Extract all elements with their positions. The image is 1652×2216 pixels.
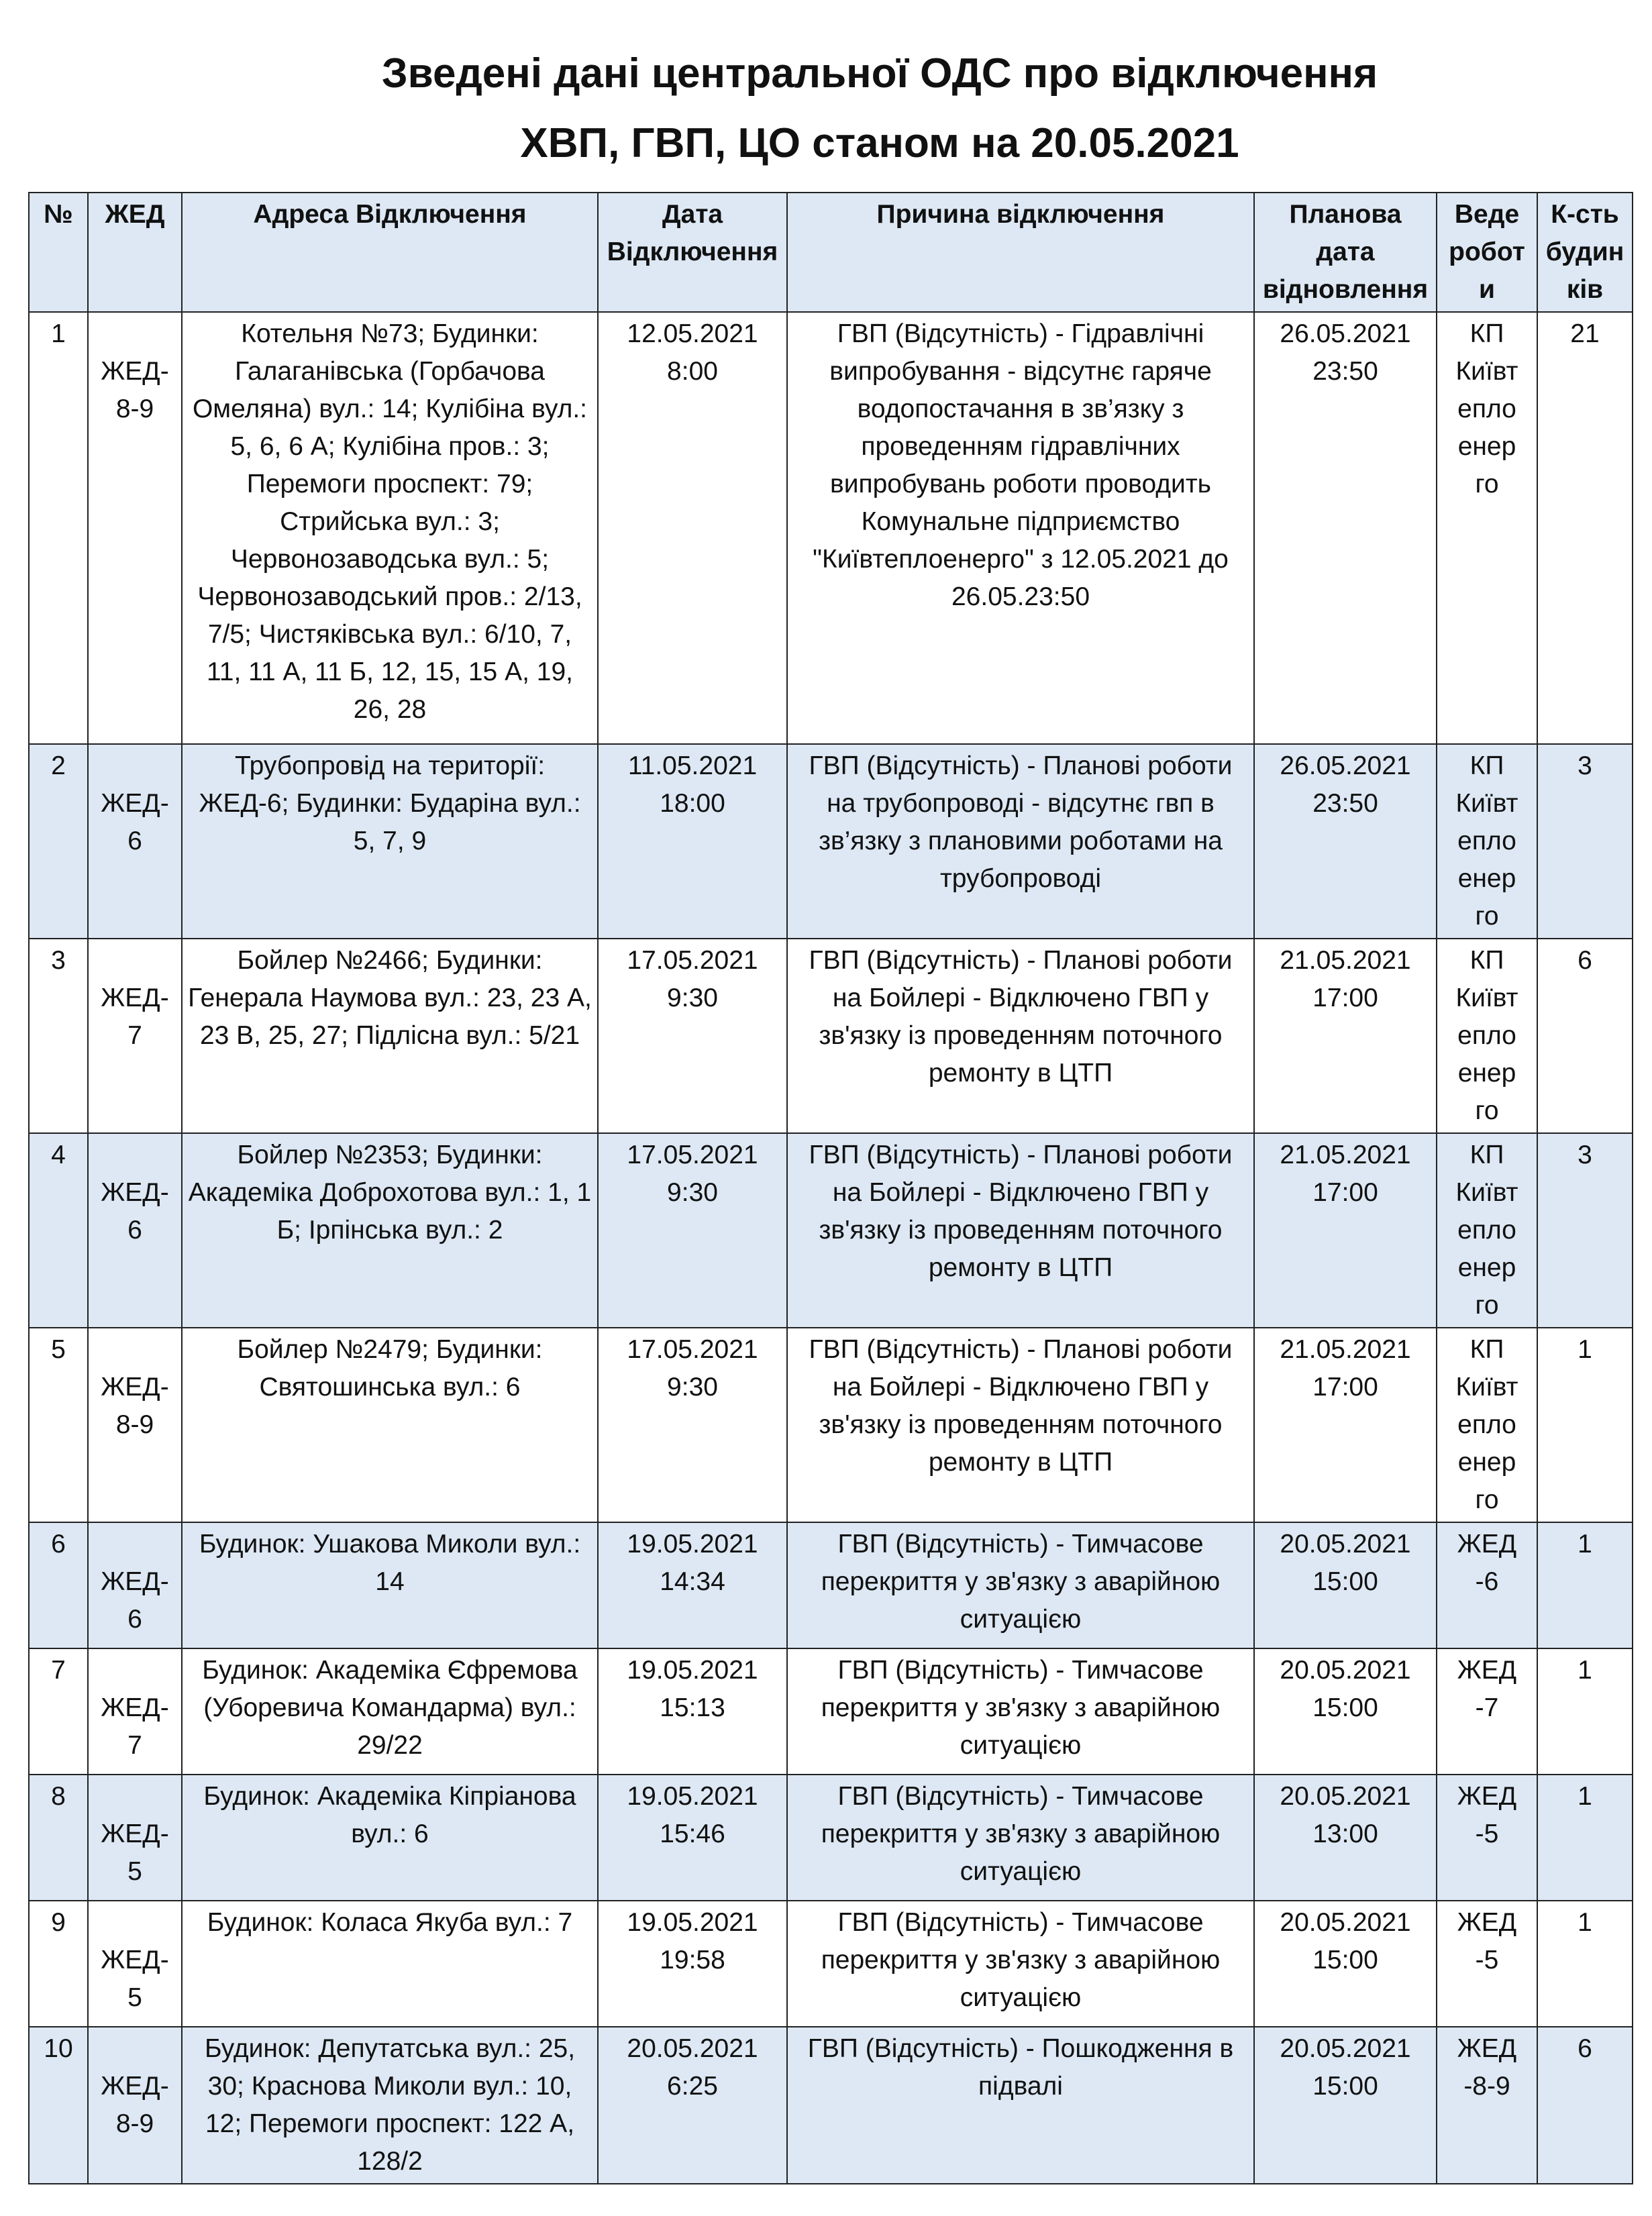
row-reason: ГВП (Відсутність) - Тимчасове перекриття у зв'язку з аварійною ситуацією <box>787 1522 1254 1648</box>
executor-line: -8-9 <box>1463 2072 1510 2101</box>
row-building-count: 6 <box>1537 2027 1633 2184</box>
row-building-count: 3 <box>1537 744 1633 939</box>
executor-line: ЖЕД <box>1457 1908 1517 1937</box>
zhed-number: 5 <box>127 1857 142 1886</box>
zhed-number: 5 <box>127 1983 142 2012</box>
row-zhed <box>88 744 182 939</box>
row-reason: ГВП (Відсутність) - Планові роботи на Бойлері - Відключено ГВП у зв'язку із проведенням поточного ремонту в ЦТП <box>787 939 1254 1133</box>
row-zhed <box>88 312 182 744</box>
row-reason: ГВП (Відсутність) - Планові роботи на трубопроводі - відсутнє гвп в зв’язку з плановими роботами на трубопроводі <box>787 744 1254 939</box>
zhed-label: ЖЕД- <box>101 1178 169 1207</box>
executor-line: го <box>1475 470 1499 498</box>
zhed-number: 8-9 <box>115 1410 154 1439</box>
executor-line: епло <box>1457 394 1516 423</box>
row-zhed <box>88 1522 182 1648</box>
executor-line: -7 <box>1475 1693 1499 1722</box>
table-row <box>29 2027 1633 2184</box>
row-executor <box>1437 1648 1537 1775</box>
outage-table <box>28 192 1633 2184</box>
row-reason: ГВП (Відсутність) - Планові роботи на Бойлері - Відключено ГВП у зв'язку із проведенням поточного ремонту в ЦТП <box>787 1133 1254 1328</box>
row-executor <box>1437 1775 1537 1901</box>
table-row <box>29 1328 1633 1522</box>
executor-line: ЖЕД <box>1457 1530 1517 1559</box>
header-planned: Планова дата відновлення <box>1254 193 1437 312</box>
row-address: Бойлер №2479; Будинки: Святошинська вул.: 6 <box>182 1328 598 1522</box>
table-row <box>29 1901 1633 2027</box>
zhed-number: 8-9 <box>115 394 154 423</box>
table-body <box>29 312 1633 2184</box>
row-reason: ГВП (Відсутність) - Тимчасове перекриття у зв'язку з аварійною ситуацією <box>787 1901 1254 2027</box>
row-address: Бойлер №2466; Будинки: Генерала Наумова вул.: 23, 23 А, 23 В, 25, 27; Підлісна вул.: 5/21 <box>182 939 598 1133</box>
executor-line: епло <box>1457 1216 1516 1245</box>
executor-line: го <box>1475 1291 1499 1320</box>
executor-line: Київт <box>1455 984 1518 1012</box>
row-building-count: 21 <box>1537 312 1633 744</box>
header-num: № <box>29 193 88 312</box>
executor-line: го <box>1475 1485 1499 1514</box>
zhed-number: 8-9 <box>115 2109 154 2138</box>
row-zhed <box>88 939 182 1133</box>
zhed-label: ЖЕД- <box>101 1819 169 1848</box>
executor-line: енер <box>1457 1253 1516 1282</box>
row-planned-date: 20.05.2021 15:00 <box>1254 1901 1437 2027</box>
row-zhed <box>88 2027 182 2184</box>
zhed-label: ЖЕД- <box>101 1693 169 1722</box>
row-zhed <box>88 1648 182 1775</box>
table-row <box>29 1133 1633 1328</box>
row-building-count: 1 <box>1537 1775 1633 1901</box>
table-row <box>29 1522 1633 1648</box>
row-date: 12.05.2021 8:00 <box>598 312 787 744</box>
row-executor <box>1437 1133 1537 1328</box>
row-number: 3 <box>29 939 88 1133</box>
executor-line: Київт <box>1455 357 1518 386</box>
row-building-count: 1 <box>1537 1328 1633 1522</box>
row-planned-date: 21.05.2021 17:00 <box>1254 939 1437 1133</box>
row-reason: ГВП (Відсутність) - Пошкодження в підвалі <box>787 2027 1254 2184</box>
zhed-label: ЖЕД- <box>101 357 169 386</box>
table-row <box>29 939 1633 1133</box>
row-address: Будинок: Депутатська вул.: 25, 30; Краснова Миколи вул.: 10, 12; Перемоги проспект: 122 А, 128/2 <box>182 2027 598 2184</box>
table-row <box>29 312 1633 744</box>
zhed-number: 6 <box>127 1605 142 1634</box>
executor-line: го <box>1475 902 1499 931</box>
row-planned-date: 26.05.2021 23:50 <box>1254 744 1437 939</box>
row-number: 4 <box>29 1133 88 1328</box>
zhed-label: ЖЕД- <box>101 1946 169 1974</box>
row-number: 7 <box>29 1648 88 1775</box>
row-reason: ГВП (Відсутність) - Гідравлічні випробування - відсутнє гаряче водопостачання в зв’язку з проведенням гідравлічних випробувань роботи проводить Комунальне підприємство "Київтеплоенерго" з 12.05.2021 до 26.05.23:50 <box>787 312 1254 744</box>
row-address: Будинок: Академіка Єфремова (Уборевича Командарма) вул.: 29/22 <box>182 1648 598 1775</box>
row-date: 20.05.2021 6:25 <box>598 2027 787 2184</box>
row-date: 19.05.2021 14:34 <box>598 1522 787 1648</box>
row-planned-date: 21.05.2021 17:00 <box>1254 1328 1437 1522</box>
row-planned-date: 20.05.2021 13:00 <box>1254 1775 1437 1901</box>
zhed-number: 7 <box>127 1731 142 1760</box>
executor-line: енер <box>1457 1448 1516 1477</box>
row-date: 17.05.2021 9:30 <box>598 939 787 1133</box>
row-building-count: 6 <box>1537 939 1633 1133</box>
row-number: 9 <box>29 1901 88 2027</box>
row-date: 19.05.2021 15:13 <box>598 1648 787 1775</box>
row-building-count: 3 <box>1537 1133 1633 1328</box>
zhed-number: 7 <box>127 1021 142 1050</box>
executor-line: Київт <box>1455 1178 1518 1207</box>
row-date: 11.05.2021 18:00 <box>598 744 787 939</box>
title-line-2: ХВП, ГВП, ЦО станом на 20.05.2021 <box>520 120 1239 166</box>
executor-line: КП <box>1469 319 1504 348</box>
row-date: 19.05.2021 15:46 <box>598 1775 787 1901</box>
row-address: Будинок: Коласа Якуба вул.: 7 <box>182 1901 598 2027</box>
zhed-number: 6 <box>127 1216 142 1245</box>
row-executor <box>1437 1328 1537 1522</box>
row-planned-date: 20.05.2021 15:00 <box>1254 2027 1437 2184</box>
zhed-label: ЖЕД- <box>101 1567 169 1596</box>
row-planned-date: 26.05.2021 23:50 <box>1254 312 1437 744</box>
row-number: 10 <box>29 2027 88 2184</box>
row-building-count: 1 <box>1537 1648 1633 1775</box>
executor-line: енер <box>1457 432 1516 461</box>
row-reason: ГВП (Відсутність) - Тимчасове перекриття у зв'язку з аварійною ситуацією <box>787 1775 1254 1901</box>
row-executor <box>1437 939 1537 1133</box>
header-address: Адреса Відключення <box>182 193 598 312</box>
executor-line: епло <box>1457 1410 1516 1439</box>
header-date: Дата Відключення <box>598 193 787 312</box>
row-building-count: 1 <box>1537 1522 1633 1648</box>
executor-line: ЖЕД <box>1457 1782 1517 1811</box>
table-header-row <box>29 193 1633 312</box>
row-address: Бойлер №2353; Будинки: Академіка Доброхотова вул.: 1, 1 Б; Ірпінська вул.: 2 <box>182 1133 598 1328</box>
executor-line: енер <box>1457 864 1516 893</box>
document-title <box>0 39 1652 178</box>
row-reason: ГВП (Відсутність) - Планові роботи на Бойлері - Відключено ГВП у зв'язку із проведенням поточного ремонту в ЦТП <box>787 1328 1254 1522</box>
row-building-count: 1 <box>1537 1901 1633 2027</box>
row-executor <box>1437 744 1537 939</box>
executor-line: -5 <box>1475 1946 1499 1974</box>
row-zhed <box>88 1328 182 1522</box>
zhed-number: 6 <box>127 827 142 855</box>
executor-line: епло <box>1457 827 1516 855</box>
row-date: 17.05.2021 9:30 <box>598 1328 787 1522</box>
header-count: К-сть будинків <box>1537 193 1633 312</box>
executor-line: епло <box>1457 1021 1516 1050</box>
row-executor <box>1437 2027 1537 2184</box>
executor-line: КП <box>1469 1141 1504 1169</box>
row-address: Будинок: Ушакова Миколи вул.: 14 <box>182 1522 598 1648</box>
row-executor <box>1437 312 1537 744</box>
row-executor <box>1437 1901 1537 2027</box>
executor-line: ЖЕД <box>1457 1656 1517 1685</box>
executor-line: Київт <box>1455 789 1518 818</box>
row-executor <box>1437 1522 1537 1648</box>
executor-line: КП <box>1469 1335 1504 1364</box>
executor-line: КП <box>1469 946 1504 975</box>
row-planned-date: 20.05.2021 15:00 <box>1254 1648 1437 1775</box>
row-planned-date: 21.05.2021 17:00 <box>1254 1133 1437 1328</box>
row-zhed <box>88 1133 182 1328</box>
row-date: 19.05.2021 19:58 <box>598 1901 787 2027</box>
header-executor: Веде роботи <box>1437 193 1537 312</box>
row-date: 17.05.2021 9:30 <box>598 1133 787 1328</box>
executor-line: -5 <box>1475 1819 1499 1848</box>
executor-line: енер <box>1457 1059 1516 1088</box>
title-line-1: Зведені дані центральної ОДС про відключення <box>381 50 1378 97</box>
row-zhed <box>88 1775 182 1901</box>
zhed-label: ЖЕД- <box>101 2072 169 2101</box>
row-address: Будинок: Академіка Кіпріанова вул.: 6 <box>182 1775 598 1901</box>
row-number: 8 <box>29 1775 88 1901</box>
row-number: 6 <box>29 1522 88 1648</box>
table-row <box>29 1648 1633 1775</box>
row-number: 2 <box>29 744 88 939</box>
header-reason: Причина відключення <box>787 193 1254 312</box>
zhed-label: ЖЕД- <box>101 984 169 1012</box>
executor-line: Київт <box>1455 1373 1518 1402</box>
row-zhed <box>88 1901 182 2027</box>
row-address: Котельня №73; Будинки: Галаганівська (Горбачова Омеляна) вул.: 14; Кулібіна вул.: 5, 6, 6 А; Кулібіна пров.: 3; Перемоги проспект: 79; Стрийська вул.: 3; Червонозаводська вул.: 5; Червонозаводський пров.: 2/13, 7/5; Чистяківська вул.: 6/10, 7, 11, 11 А, 11 Б, 12, 15, 15 А, 19, 26, 28 <box>182 312 598 744</box>
executor-line: ЖЕД <box>1457 2034 1517 2063</box>
zhed-label: ЖЕД- <box>101 789 169 818</box>
zhed-label: ЖЕД- <box>101 1373 169 1402</box>
executor-line: КП <box>1469 751 1504 780</box>
row-number: 1 <box>29 312 88 744</box>
row-planned-date: 20.05.2021 15:00 <box>1254 1522 1437 1648</box>
table-row <box>29 744 1633 939</box>
executor-line: -6 <box>1475 1567 1499 1596</box>
header-zhed: ЖЕД <box>88 193 182 312</box>
row-reason: ГВП (Відсутність) - Тимчасове перекриття у зв'язку з аварійною ситуацією <box>787 1648 1254 1775</box>
row-number: 5 <box>29 1328 88 1522</box>
row-address: Трубопровід на території: ЖЕД-6; Будинки: Бударіна вул.: 5, 7, 9 <box>182 744 598 939</box>
executor-line: го <box>1475 1096 1499 1125</box>
table-row <box>29 1775 1633 1901</box>
